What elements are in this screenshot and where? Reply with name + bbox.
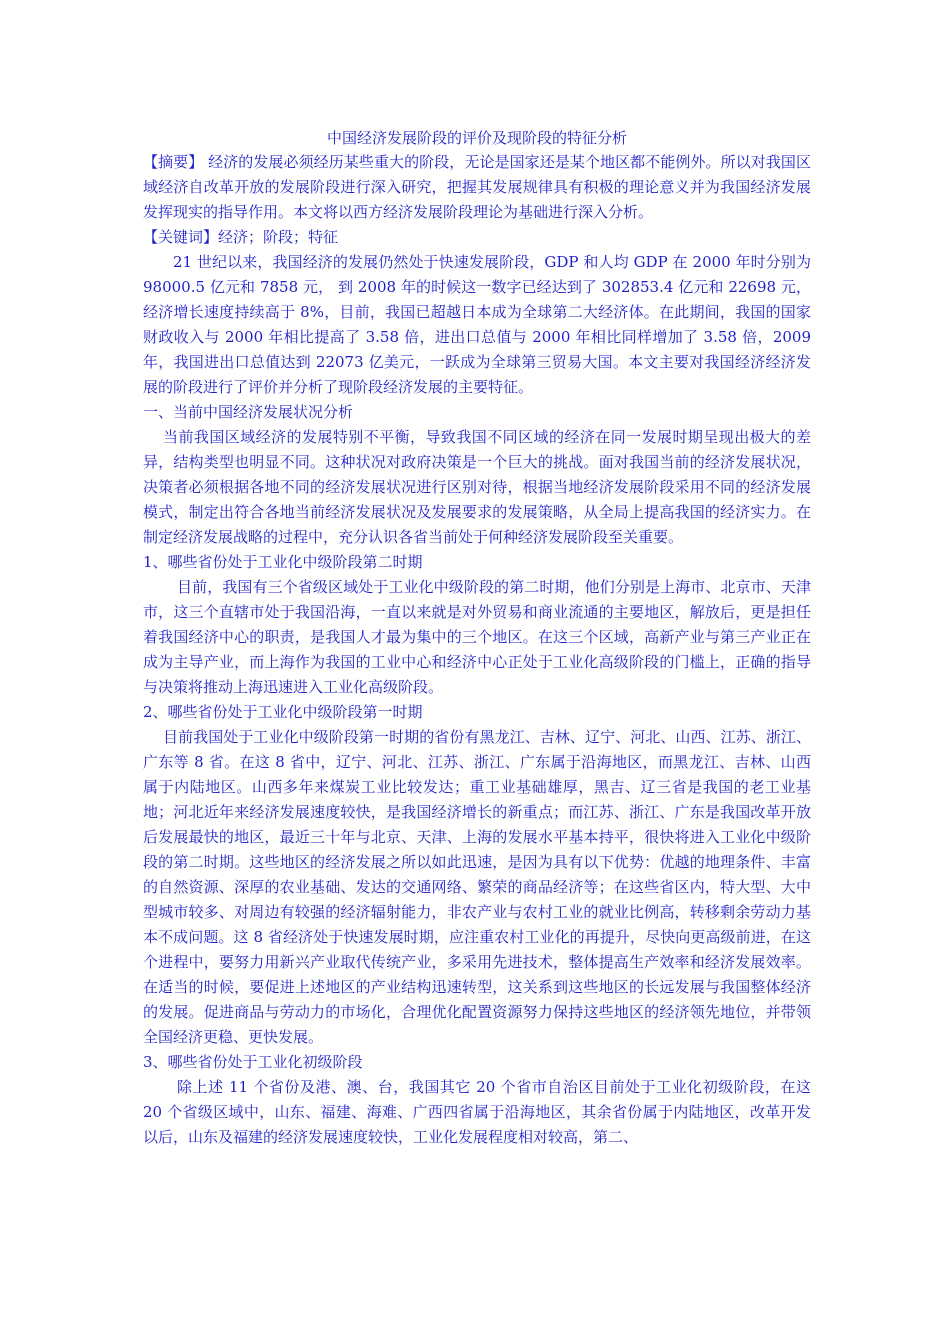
subsection1-heading: 1、哪些省份处于工业化中级阶段第二时期 [143, 553, 423, 571]
document-page [143, 126, 811, 1150]
subsection2-paragraph: 目前我国处于工业化中级阶段第一时期的省份有黑龙江、吉林、辽宁、河北、山西、江苏、浙江、广东等 8 省。在这 8 省中，辽宁、河北、江苏、浙江、广东属于沿海地区，而黑龙江、吉林、山西属于内陆地区。山西多年来煤炭工业比较发达；重工业基础雄厚，黑吉、辽三省是我国的老工业基地；河北近年来经济发展速度较快，是我国经济增长的新重点；而江苏、浙江、广东是我国改革开放后发展最快的地区，最近三十年与北京、天津、上海的发展水平基本持平，很快将进入工业化中级阶段的第二时期。这些地区的经济发展之所以如此迅速，是因为具有以下优势：优越的地理条件、丰富的自然资源、深厚的农业基础、发达的交通网络、繁荣的商品经济等；在这些省区内，特大型、大中型城市较多、对周边有较强的经济辐射能力，非农产业与农村工业的就业比例高，转移剩余劳动力基本不成问题。这 8 省经济处于快速发展时期，应注重农村工业化的再提升，尽快向更高级前进，在这个进程中，要努力用新兴产业取代传统产业，多采用先进技术，整体提高生产效率和经济发展效率。在适当的时候，要促进上述地区的产业结构迅速转型，这关系到这些地区的长远发展与我国整体经济的发展。促进商品与劳动力的市场化，合理优化配置资源努力保持这些地区的经济领先地位，并带领全国经济更稳、更快发展。 [143, 728, 811, 1046]
section1-paragraph: 当前我国区域经济的发展特别不平衡，导致我国不同区域的经济在同一发展时期呈现出极大的差异，结构类型也明显不同。这种状况对政府决策是一个巨大的挑战。面对我国当前的经济发展状况，决策者必须根据各地不同的经济发展状况进行区别对待，根据当地经济发展阶段采用不同的经济发展模式，制定出符合各地当前经济发展状况及发展要求的发展策略，从全局上提高我国的经济实力。在制定经济发展战略的过程中，充分认识各省当前处于何种经济发展阶段至关重要。 [143, 428, 811, 546]
section1-heading: 一、当前中国经济发展状况分析 [143, 403, 354, 421]
subsection3-paragraph: 除上述 11 个省份及港、澳、台，我国其它 20 个省市自治区目前处于工业化初级阶段，在这 20 个省级区域中，山东、福建、海难、广西四省属于沿海地区，其余省份属于内陆地区，改革开发以后，山东及福建的经济发展速度较快，工业化发展程度相对较高，第二、 [143, 1078, 811, 1146]
intro-paragraph: 21 世纪以来，我国经济的发展仍然处于快速发展阶段，GDP 和人均 GDP 在 2000 年时分别为 98000.5 亿元和 7858 元， 到 2008 年的时候这一数字已经达到了 302853.4 亿元和 22698 元，经济增长速度持续高于 8%，目前，我国已超越日本成为全球第二大经济体。在此期间，我国的国家财政收入与 2000 年相比提高了 3.58 倍，进出口总值与 2000 年相比同样增加了 3.58 倍，2009 年，我国进出口总值达到 22073 亿美元，一跃成为全球第三贸易大国。本文主要对我国经济经济发展的阶段进行了评价并分析了现阶段经济发展的主要特征。 [143, 253, 811, 396]
abstract-paragraph: 【摘要】 经济的发展必须经历某些重大的阶段，无论是国家还是某个地区都不能例外。所以对我国区域经济自改革开放的发展阶段进行深入研究，把握其发展规律具有积极的理论意义并为我国经济发展发挥现实的指导作用。本文将以西方经济发展阶段理论为基础进行深入分析。 [143, 153, 811, 221]
subsection3-heading: 3、哪些省份处于工业化初级阶段 [143, 1053, 363, 1071]
subsection1-paragraph: 目前，我国有三个省级区域处于工业化中级阶段的第二时期，他们分别是上海市、北京市、天津市，这三个直辖市处于我国沿海，一直以来就是对外贸易和商业流通的主要地区，解放后，更是担任着我国经济中心的职责，是我国人才最为集中的三个地区。在这三个区域，高新产业与第三产业正在成为主导产业，而上海作为我国的工业中心和经济中心正处于工业化高级阶段的门槛上，正确的指导与决策将推动上海迅速进入工业化高级阶段。 [143, 578, 811, 696]
keywords-line: 【关键词】经济；阶段；特征 [143, 228, 339, 246]
document-title: 中国经济发展阶段的评价及现阶段的特征分析 [326, 129, 627, 147]
subsection2-heading: 2、哪些省份处于工业化中级阶段第一时期 [143, 703, 423, 721]
